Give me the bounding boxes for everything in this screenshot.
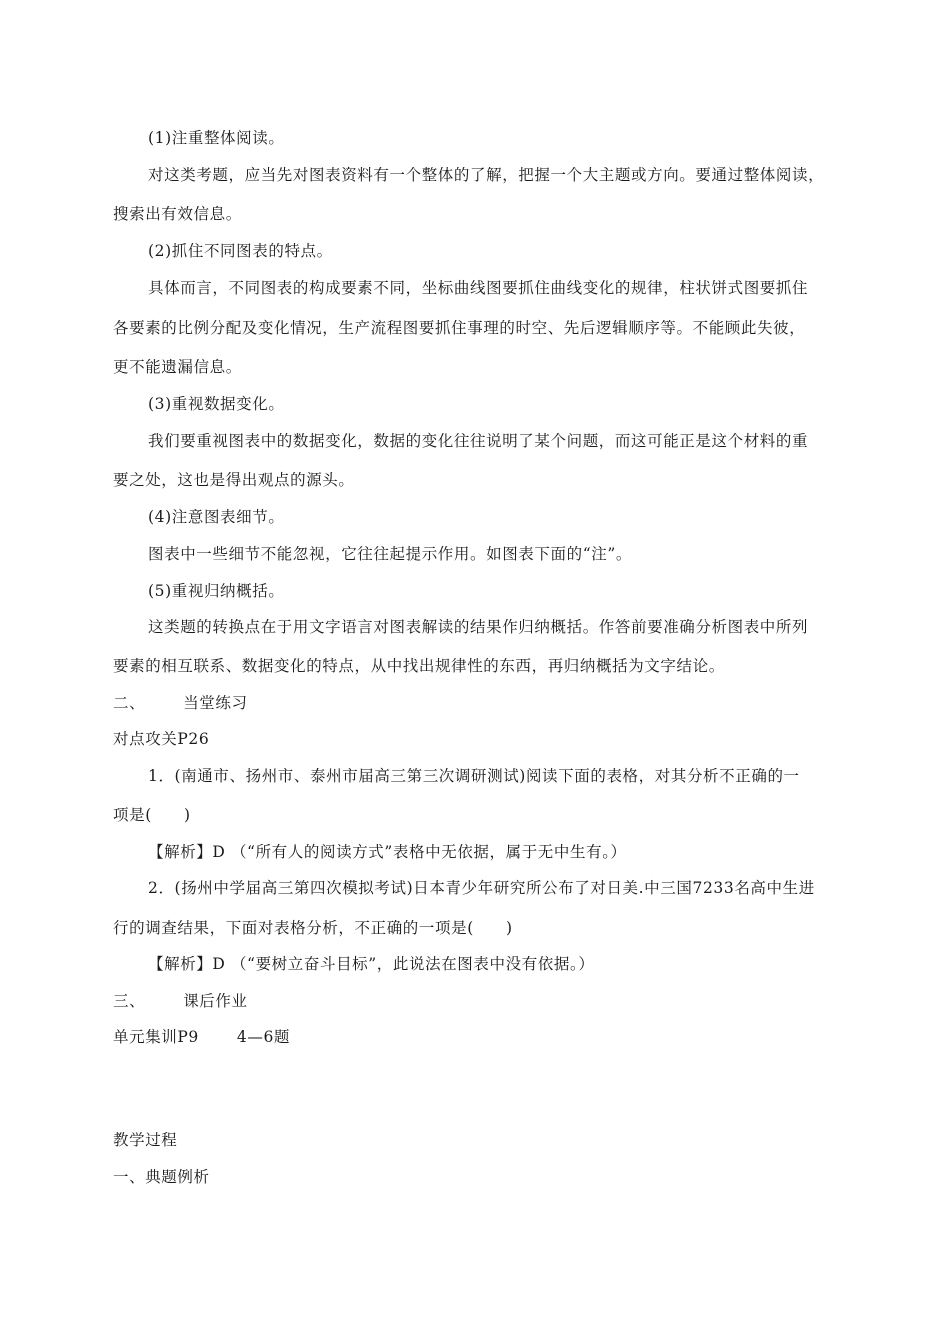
heading-point-4: (4)注意图表细节。 <box>148 508 285 526</box>
paragraph-line: 要之处，这也是得出观点的源头。 <box>113 471 355 489</box>
heading-point-3: (3)重视数据变化。 <box>148 395 285 413</box>
paragraph-line: 各要素的比例分配及变化情况，生产流程图要抓住事理的时空、先后逻辑顺序等。不能顾此失彼， <box>113 319 806 337</box>
typical-example-heading: 一、典题例析 <box>113 1168 210 1186</box>
paragraph-line: 更不能遗漏信息。 <box>113 358 242 376</box>
paragraph-line: 具体而言，不同图表的构成要素不同，坐标曲线图要抓住曲线变化的规律，柱状饼式图要抓住 <box>148 279 809 297</box>
paragraph-line: 我们要重视图表中的数据变化，数据的变化往往说明了某个问题，而这可能正是这个材料的重 <box>148 432 809 450</box>
question-2-continued: 行的调查结果，下面对表格分析，不正确的一项是( ) <box>113 919 513 937</box>
section-number: 三、 <box>113 992 146 1010</box>
heading-point-1: (1)注重整体阅读。 <box>148 129 285 147</box>
homework-range: 4—6题 <box>236 1028 291 1046</box>
section-number: 二、 <box>113 694 146 712</box>
section-title: 当堂练习 <box>183 694 248 712</box>
answer-1: 【解析】D （“所有人的阅读方式”表格中无依据，属于无中生有。） <box>148 843 627 861</box>
homework-book: 单元集训P9 <box>113 1028 199 1046</box>
heading-point-2: (2)抓住不同图表的特点。 <box>148 242 333 260</box>
section-heading-homework <box>113 990 248 1012</box>
question-1-continued: 项是( ) <box>113 806 191 824</box>
section-title: 课后作业 <box>183 992 248 1010</box>
paragraph-line: 图表中一些细节不能忽视，它往往起提示作用。如图表下面的“注”。 <box>148 545 632 563</box>
teaching-process-heading: 教学过程 <box>113 1131 178 1149</box>
paragraph-line: 对这类考题，应当先对图表资料有一个整体的了解，把握一个大主题或方向。要通过整体阅读， <box>148 166 825 184</box>
practice-reference: 对点攻关P26 <box>113 730 210 748</box>
section-heading-practice <box>113 692 248 714</box>
heading-point-5: (5)重视归纳概括。 <box>148 582 285 600</box>
homework-reference <box>113 1026 290 1048</box>
paragraph-line: 搜索出有效信息。 <box>113 205 242 223</box>
question-2: 2．(扬州中学届高三第四次模拟考试)日本青少年研究所公布了对日美.中三国7233名高中生进 <box>148 879 815 897</box>
question-1: 1．(南通市、扬州市、泰州市届高三第三次调研测试)阅读下面的表格，对其分析不正确的一 <box>148 767 800 785</box>
answer-2: 【解析】D （“要树立奋斗目标”，此说法在图表中没有依据。） <box>148 955 595 973</box>
paragraph-line: 这类题的转换点在于用文字语言对图表解读的结果作归纳概括。作答前要准确分析图表中所列 <box>148 618 809 636</box>
paragraph-line: 要素的相互联系、数据变化的特点，从中找出规律性的东西，再归纳概括为文字结论。 <box>113 657 725 675</box>
